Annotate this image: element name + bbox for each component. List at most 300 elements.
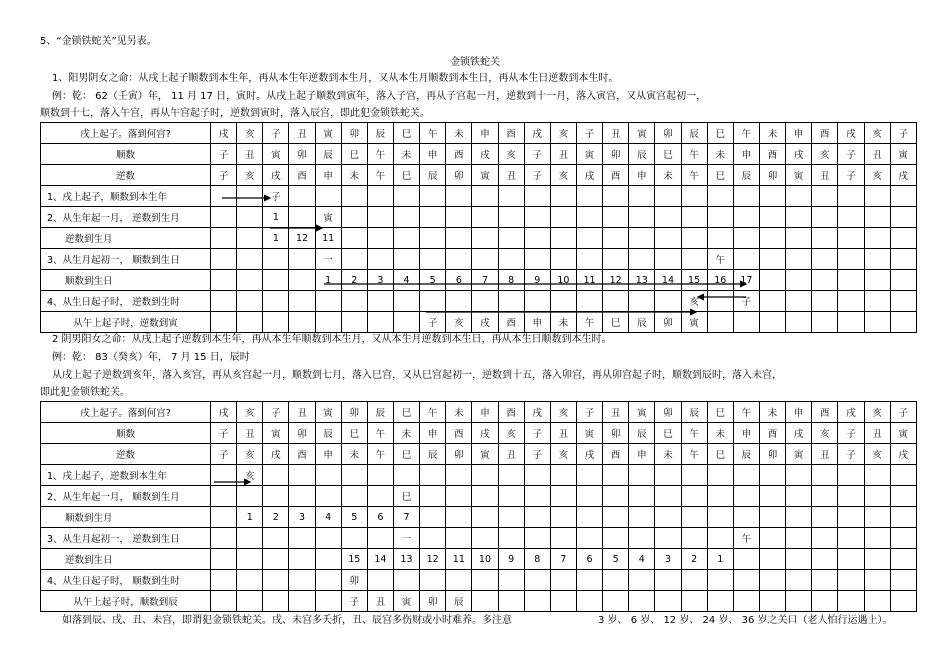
cell: 戌: [890, 165, 916, 186]
cell: 巳: [341, 423, 367, 444]
cell: 午: [733, 402, 759, 423]
cell: [890, 591, 916, 612]
cell: 5: [341, 507, 367, 528]
cell: 丑: [289, 123, 315, 144]
cell: 戌: [472, 312, 498, 333]
cell: [446, 486, 472, 507]
row-label: 4、从生日起子时， 顺数到生时: [41, 570, 211, 591]
cell: 辰: [446, 591, 472, 612]
cell: 巳: [707, 402, 733, 423]
cell: 子: [838, 423, 864, 444]
cell: [838, 270, 864, 291]
cell: [812, 186, 838, 207]
cell: [603, 249, 629, 270]
cell: [733, 228, 759, 249]
cell: 巳: [655, 423, 681, 444]
cell: 6: [446, 270, 472, 291]
cell: 戌: [211, 123, 237, 144]
cell: 戌: [890, 444, 916, 465]
cell: 亥: [550, 165, 576, 186]
cell: 戌: [472, 423, 498, 444]
cell: 卯: [603, 423, 629, 444]
cell: [472, 507, 498, 528]
cell: [263, 549, 289, 570]
cell: [472, 228, 498, 249]
cell: 卯: [655, 312, 681, 333]
cell: 亥: [237, 165, 263, 186]
row-label: 2、从生年起一月， 顺数到生月: [41, 486, 211, 507]
cell: [550, 186, 576, 207]
cell: [812, 249, 838, 270]
cell: 11: [446, 549, 472, 570]
cell: [446, 528, 472, 549]
cell: [341, 249, 367, 270]
cell: [211, 528, 237, 549]
cell: 4: [393, 270, 419, 291]
cell: [759, 207, 785, 228]
cell: 1: [707, 549, 733, 570]
cell: 巳: [393, 123, 419, 144]
cell: [263, 270, 289, 291]
cell: [759, 249, 785, 270]
cell: 卯: [655, 123, 681, 144]
table-row-r2: [41, 486, 917, 507]
cell: [393, 291, 419, 312]
cell: 未: [759, 402, 785, 423]
cell: 2: [681, 549, 707, 570]
cell: 16: [707, 270, 733, 291]
cell: [315, 291, 341, 312]
cell: 戌: [576, 444, 602, 465]
table-row-ni: [41, 444, 917, 465]
cell: [707, 465, 733, 486]
table-row-r3: [41, 228, 917, 249]
s2-example: 例：乾： 83（癸亥）年， 7 月 15 日，辰时: [52, 352, 250, 363]
cell: [420, 186, 446, 207]
cell: [393, 186, 419, 207]
cell: [890, 549, 916, 570]
cell: [759, 507, 785, 528]
cell: 丑: [812, 165, 838, 186]
cell: 13: [393, 549, 419, 570]
cell: 3: [289, 507, 315, 528]
cell: 寅: [472, 444, 498, 465]
row-label: 1、戌上起子，顺数到本生年: [41, 186, 211, 207]
cell: [524, 465, 550, 486]
cell: 未: [446, 123, 472, 144]
cell: 未: [446, 402, 472, 423]
cell: 15: [341, 549, 367, 570]
cell: [263, 249, 289, 270]
cell: [498, 465, 524, 486]
cell: [524, 507, 550, 528]
cell: [759, 228, 785, 249]
cell: 14: [655, 270, 681, 291]
cell: [472, 291, 498, 312]
cell: [498, 591, 524, 612]
cell: 辰: [367, 123, 393, 144]
cell: [367, 228, 393, 249]
cell: [237, 528, 263, 549]
cell: [289, 291, 315, 312]
cell: [681, 528, 707, 549]
cell: 巳: [707, 123, 733, 144]
cell: [864, 291, 890, 312]
cell: [733, 591, 759, 612]
row-label: 3、从生月起初一， 逆数到生日: [41, 528, 211, 549]
cell: [211, 249, 237, 270]
cell: [838, 528, 864, 549]
cell: 4: [315, 507, 341, 528]
table-row-r3: [41, 507, 917, 528]
cell: [550, 570, 576, 591]
cell: [289, 591, 315, 612]
cell: 午: [367, 165, 393, 186]
cell: [838, 570, 864, 591]
cell: 辰: [315, 423, 341, 444]
cell: 辰: [629, 423, 655, 444]
cell: [603, 507, 629, 528]
cell: 巳: [603, 312, 629, 333]
cell: [472, 528, 498, 549]
cell: 卯: [420, 591, 446, 612]
cell: 酉: [498, 312, 524, 333]
cell: [550, 249, 576, 270]
cell: 巳: [393, 402, 419, 423]
cell: 子: [263, 123, 289, 144]
row-label: 顺数: [41, 423, 211, 444]
cell: [237, 186, 263, 207]
cell: 卯: [446, 444, 472, 465]
cell: [341, 486, 367, 507]
cell: 午: [576, 312, 602, 333]
cell: 未: [707, 144, 733, 165]
cell: [629, 249, 655, 270]
cell: 寅: [786, 165, 812, 186]
cell: 3: [655, 549, 681, 570]
cell: [864, 186, 890, 207]
cell: [603, 591, 629, 612]
cell: [786, 549, 812, 570]
cell: 子: [211, 165, 237, 186]
cell: 子: [211, 144, 237, 165]
cell: [237, 228, 263, 249]
row-label: 逆数: [41, 444, 211, 465]
row-label: 从午上起子时，顺数到辰: [41, 591, 211, 612]
cell: [864, 570, 890, 591]
cell: [786, 465, 812, 486]
cell: 戌: [786, 423, 812, 444]
cell: [890, 528, 916, 549]
table-row-r4: [41, 528, 917, 549]
cell: [550, 207, 576, 228]
cell: 辰: [315, 144, 341, 165]
cell: 丑: [498, 165, 524, 186]
cell: [472, 570, 498, 591]
cell: [211, 186, 237, 207]
cell: [211, 591, 237, 612]
cell: [446, 291, 472, 312]
cell: 辰: [420, 444, 446, 465]
cell: [707, 570, 733, 591]
cell: 丑: [367, 591, 393, 612]
cell: [890, 228, 916, 249]
cell: [786, 486, 812, 507]
cell: 酉: [446, 144, 472, 165]
cell: [707, 207, 733, 228]
cell: [681, 465, 707, 486]
cell: [576, 207, 602, 228]
cell: [211, 549, 237, 570]
cell: [812, 270, 838, 291]
cell: [498, 291, 524, 312]
cell: [393, 312, 419, 333]
cell: 酉: [759, 144, 785, 165]
cell: [759, 591, 785, 612]
cell: [315, 465, 341, 486]
cell: [393, 570, 419, 591]
cell: 午: [367, 423, 393, 444]
cell: [864, 270, 890, 291]
s2-example-cont: 从戌上起子逆数到亥年，落入亥宫，再从亥宫起一月，顺数到七月，落入巳宫，又从巳宫起初一，逆数到十五，落入卯宫，再从卯宫起子时，顺数到辰时，落入未宫，: [52, 370, 782, 381]
cell: [498, 486, 524, 507]
cell: [629, 186, 655, 207]
cell: 辰: [681, 123, 707, 144]
cell: 亥: [237, 402, 263, 423]
cell: 戌: [786, 144, 812, 165]
cell: [890, 291, 916, 312]
cell: [681, 228, 707, 249]
cell: [289, 270, 315, 291]
cell: 戌: [263, 444, 289, 465]
table-row-shun: [41, 423, 917, 444]
cell: 亥: [237, 123, 263, 144]
cell: [420, 207, 446, 228]
cell: [211, 312, 237, 333]
row-label: 2、从生年起一月， 逆数到生月: [41, 207, 211, 228]
cell: 13: [629, 270, 655, 291]
cell: 未: [655, 165, 681, 186]
cell: 3: [367, 270, 393, 291]
cell: [393, 207, 419, 228]
cell: [812, 570, 838, 591]
cell: [603, 570, 629, 591]
cell: [733, 486, 759, 507]
cell: [759, 465, 785, 486]
cell: [733, 249, 759, 270]
cell: [367, 186, 393, 207]
cell: [237, 591, 263, 612]
cell: [341, 207, 367, 228]
cell: [733, 207, 759, 228]
cell: [629, 291, 655, 312]
cell: [838, 186, 864, 207]
cell: [289, 186, 315, 207]
cell: [576, 570, 602, 591]
cell: [576, 528, 602, 549]
cell: 午: [681, 444, 707, 465]
cell: [315, 549, 341, 570]
cell: 亥: [498, 144, 524, 165]
cell: 申: [629, 444, 655, 465]
cell: 寅: [681, 312, 707, 333]
cell: 丑: [498, 444, 524, 465]
cell: 子: [524, 165, 550, 186]
cell: 酉: [603, 165, 629, 186]
cell: [681, 507, 707, 528]
cell: [576, 465, 602, 486]
cell: 酉: [603, 444, 629, 465]
cell: 戌: [524, 123, 550, 144]
cell: [524, 186, 550, 207]
cell: 未: [393, 423, 419, 444]
cell: 申: [315, 165, 341, 186]
cell: [472, 591, 498, 612]
cell: [603, 228, 629, 249]
cell: 子: [211, 423, 237, 444]
cell: [786, 528, 812, 549]
cell: 申: [786, 402, 812, 423]
cell: 申: [629, 165, 655, 186]
cell: [237, 570, 263, 591]
cell: [812, 549, 838, 570]
cell: 子: [420, 312, 446, 333]
cell: 酉: [289, 165, 315, 186]
cell: [237, 270, 263, 291]
cell: 未: [341, 165, 367, 186]
cell: [890, 270, 916, 291]
cell: [733, 186, 759, 207]
cell: 申: [420, 423, 446, 444]
cell: 5: [420, 270, 446, 291]
cell: [707, 528, 733, 549]
cell: [550, 465, 576, 486]
cell: [289, 549, 315, 570]
cell: [367, 486, 393, 507]
cell: [629, 507, 655, 528]
cell: [655, 528, 681, 549]
cell: [420, 465, 446, 486]
cell: 巳: [707, 444, 733, 465]
cell: [315, 312, 341, 333]
table-row-r5: [41, 549, 917, 570]
cell: [733, 465, 759, 486]
cell: [838, 291, 864, 312]
cell: [838, 312, 864, 333]
cell: [524, 591, 550, 612]
cell: 卯: [289, 423, 315, 444]
cell: [707, 312, 733, 333]
cell: [681, 186, 707, 207]
cell: [420, 486, 446, 507]
cell: [655, 570, 681, 591]
cell: [812, 465, 838, 486]
cell: [263, 528, 289, 549]
cell: 未: [550, 312, 576, 333]
cell: [655, 486, 681, 507]
cell: 10: [550, 270, 576, 291]
cell: 卯: [655, 402, 681, 423]
cell: [237, 207, 263, 228]
table-row-header: [41, 402, 917, 423]
cell: 寅: [315, 207, 341, 228]
cell: 亥: [550, 402, 576, 423]
cell: [550, 528, 576, 549]
cell: 辰: [629, 312, 655, 333]
cell: [864, 228, 890, 249]
cell: [812, 291, 838, 312]
row-label: 3、从生月起初一， 顺数到生日: [41, 249, 211, 270]
cell: 丑: [550, 423, 576, 444]
row-label: 戌上起子。落到何宫?: [41, 402, 211, 423]
cell: [498, 207, 524, 228]
cell: [786, 207, 812, 228]
cell: 卯: [289, 144, 315, 165]
cell: [786, 249, 812, 270]
cell: 7: [393, 507, 419, 528]
cell: [341, 528, 367, 549]
cell: [864, 528, 890, 549]
cell: 酉: [759, 423, 785, 444]
cell: 申: [472, 123, 498, 144]
cell: 11: [576, 270, 602, 291]
cell: [786, 570, 812, 591]
cell: [786, 186, 812, 207]
cell: [655, 465, 681, 486]
cell: [550, 486, 576, 507]
cell: [603, 291, 629, 312]
cell: [812, 507, 838, 528]
cell: 5: [603, 549, 629, 570]
cell: 午: [681, 165, 707, 186]
cell: 巳: [341, 144, 367, 165]
cell: [211, 228, 237, 249]
cell: 丑: [603, 402, 629, 423]
cell: [289, 312, 315, 333]
cell: [629, 528, 655, 549]
cell: [524, 291, 550, 312]
cell: [550, 291, 576, 312]
cell: [289, 249, 315, 270]
cell: [890, 465, 916, 486]
cell: [498, 528, 524, 549]
cell: 9: [524, 270, 550, 291]
cell: 子: [263, 186, 289, 207]
cell: 巳: [393, 486, 419, 507]
table-row-r1: [41, 465, 917, 486]
cell: [524, 228, 550, 249]
cell: [707, 186, 733, 207]
cell: [759, 570, 785, 591]
cell: [786, 228, 812, 249]
cell: 未: [393, 144, 419, 165]
cell: [707, 228, 733, 249]
cell: 未: [707, 423, 733, 444]
cell: [472, 486, 498, 507]
table-row-r6: [41, 291, 917, 312]
cell: 申: [524, 312, 550, 333]
cell: 17: [733, 270, 759, 291]
cell: [550, 507, 576, 528]
cell: [629, 207, 655, 228]
cell: 戌: [838, 402, 864, 423]
cell: 亥: [864, 444, 890, 465]
cell: [838, 486, 864, 507]
cell: 丑: [812, 444, 838, 465]
cell: [655, 186, 681, 207]
cell: [211, 465, 237, 486]
table-row-r7: [41, 312, 917, 333]
